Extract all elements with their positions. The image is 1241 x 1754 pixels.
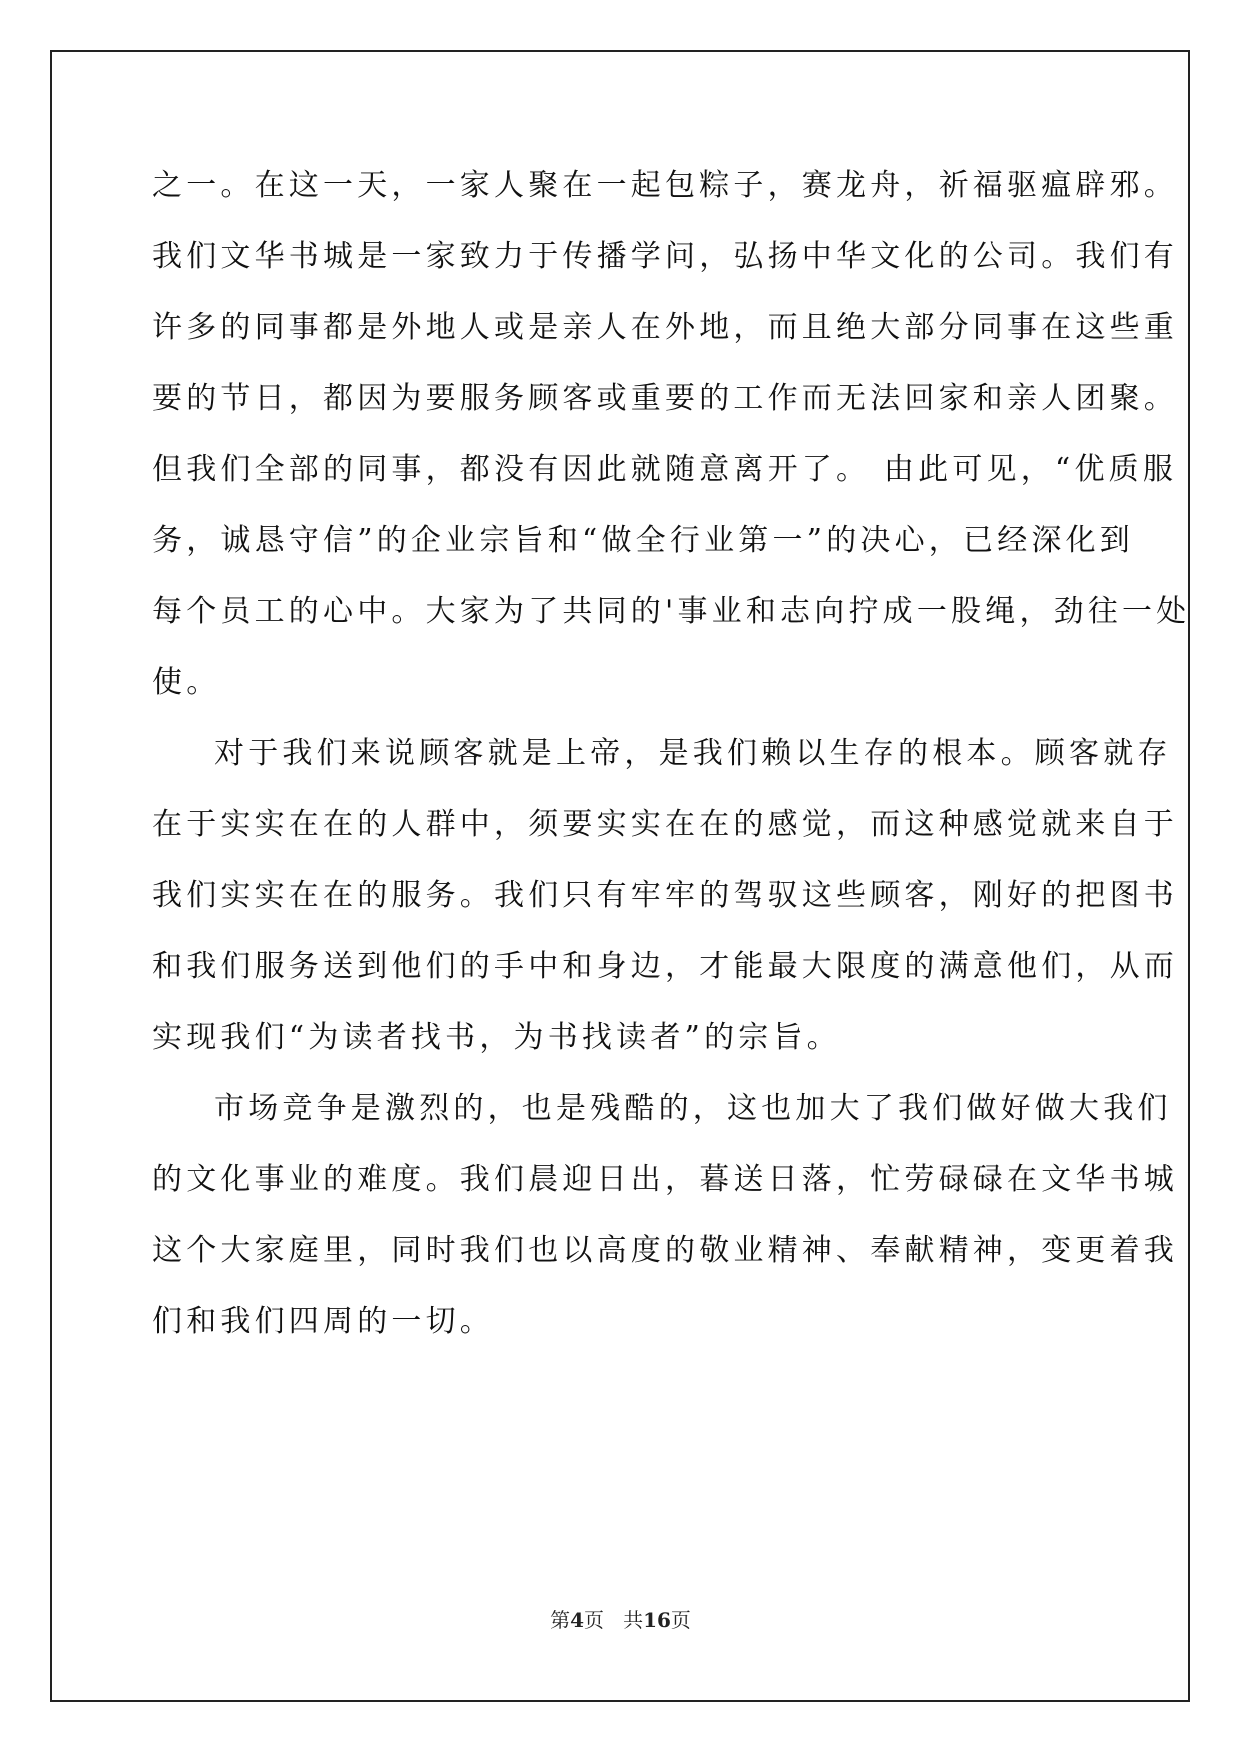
text-line: 我们实实在在的服务。我们只有牢牢的驾驭这些顾客，刚好的把图书 — [152, 878, 1178, 913]
text-line: 要的节日，都因为要服务顾客或重要的工作而无法回家和亲人团聚。 — [152, 381, 1178, 416]
footer-total-suffix: 页 — [670, 1608, 691, 1632]
text-line: 的文化事业的难度。我们晨迎日出，暮送日落，忙劳碌碌在文华书城 — [152, 1162, 1178, 1197]
document-body — [152, 150, 1191, 1357]
text-line: 务，诚恳守信”的企业宗旨和“做全行业第一”的决心，已经深化到 — [152, 523, 1135, 558]
text-line: 对于我们来说顾客就是上帝，是我们赖以生存的根本。顾客就存 — [214, 736, 1172, 771]
text-line: 实现我们“为读者找书，为书找读者”的宗旨。 — [152, 1020, 841, 1055]
text-line: 在于实实在在的人群中，须要实实在在的感觉，而这种感觉就来自于 — [152, 807, 1178, 842]
footer-total-prefix: 共 — [623, 1608, 644, 1632]
text-line: 我们文华书城是一家致力于传播学问，弘扬中华文化的公司。我们有 — [152, 239, 1178, 274]
text-line: 但我们全部的同事，都没有因此就随意离开了。 由此可见，“优质服 — [152, 452, 1178, 487]
text-line: 和我们服务送到他们的手中和身边，才能最大限度的满意他们，从而 — [152, 949, 1178, 984]
text-line: 之一。在这一天，一家人聚在一起包粽子，赛龙舟，祈福驱瘟辟邪。 — [152, 168, 1178, 203]
page-footer — [0, 1604, 1241, 1633]
footer-page-suffix: 页 — [584, 1608, 604, 1632]
text-line: 每个员工的心中。大家为了共同的'事业和志向拧成一股绳，劲往一处 — [152, 594, 1191, 629]
text-line: 这个大家庭里，同时我们也以高度的敬业精神、奉献精神，变更着我 — [152, 1233, 1178, 1268]
page-number: 4 — [570, 1608, 584, 1632]
text-line: 市场竞争是激烈的，也是残酷的，这也加大了我们做好做大我们 — [214, 1091, 1172, 1126]
footer-prefix: 第 — [550, 1608, 571, 1632]
total-pages: 16 — [643, 1608, 671, 1632]
paragraph-3 — [152, 1073, 1178, 1357]
text-line: 许多的同事都是外地人或是亲人在外地，而且绝大部分同事在这些重 — [152, 310, 1178, 345]
text-line: 们和我们四周的一切。 — [152, 1304, 494, 1339]
paragraph-1 — [152, 150, 1191, 718]
text-line: 使。 — [152, 665, 221, 700]
paragraph-2 — [152, 718, 1178, 1073]
